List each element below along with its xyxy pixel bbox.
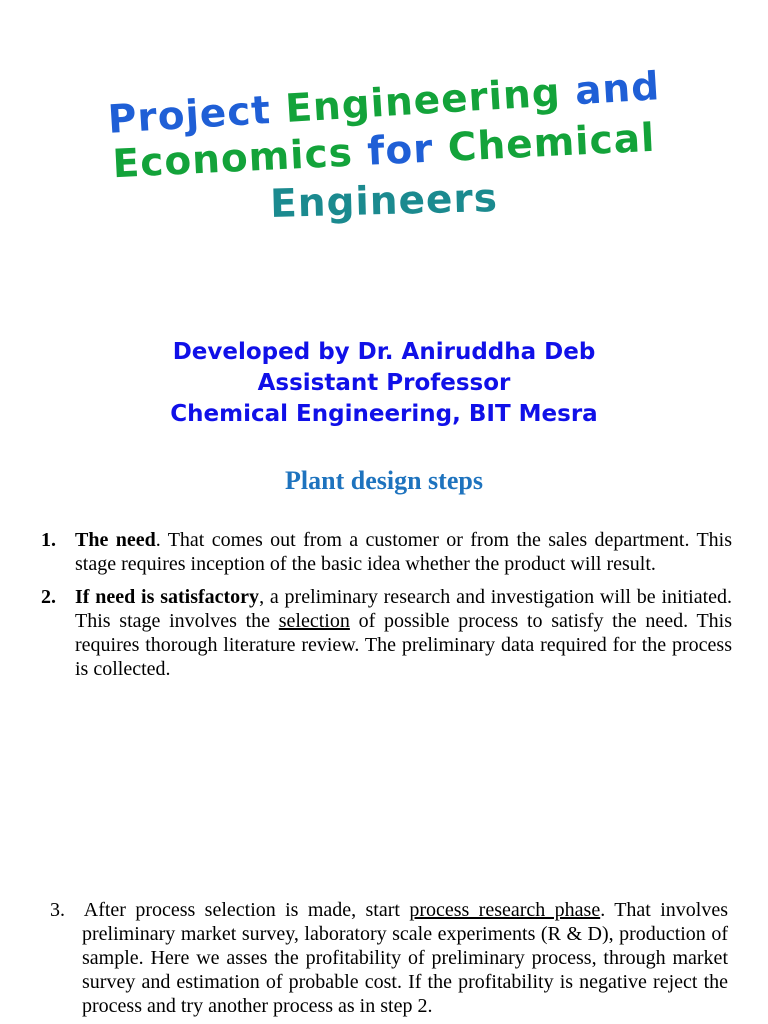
title-word: Chemical: [446, 115, 657, 171]
section-heading: Plant design steps: [285, 466, 483, 495]
author-name: Developed by Dr. Aniruddha Deb: [172, 339, 596, 365]
list-item-bold-lead: If need is satisfactory: [75, 586, 260, 608]
list-item-text: [75, 585, 732, 681]
list-item-text: [50, 898, 728, 1018]
list-item-number: 2.: [41, 586, 56, 608]
list-item: [50, 898, 728, 1018]
list-item: [38, 585, 732, 681]
list-item-body: of possible process to satisfy the need. This requires thorough literature review. The preliminary data required for the process is collected.: [75, 610, 733, 680]
title-word: Project: [106, 87, 273, 143]
document-title: [60, 64, 708, 228]
title-word: Economics: [111, 130, 354, 188]
list-item: [38, 528, 732, 576]
title-word: Engineering: [284, 70, 562, 132]
title-word: for: [366, 126, 435, 175]
title-word: and: [573, 64, 662, 115]
list-item-text: [75, 528, 732, 576]
title-word: Engineers: [269, 176, 499, 227]
author-affiliation: Chemical Engineering, BIT Mesra: [170, 401, 598, 427]
underlined-term: selection: [278, 610, 350, 632]
list-item-number: 1.: [41, 529, 56, 551]
author-position: Assistant Professor: [257, 370, 511, 396]
steps-list-continued: [50, 898, 728, 1018]
author-block: [0, 337, 768, 430]
list-item-body: . That comes out from a customer or from the sales department. This stage requires inception of the basic idea whether the product will result.: [75, 529, 732, 575]
list-item-body: After process selection is made, start: [83, 899, 410, 921]
underlined-term: process research phase: [409, 899, 601, 921]
list-item-bold-lead: The need: [75, 529, 156, 551]
steps-list: [38, 528, 732, 690]
list-item-body: . That involves preliminary market survey, laboratory scale experiments (R & D), production of sample. Here we asses the profitability of preliminary process, through market survey and estimation of probable cost. If the profitability is negative reject the process and try another process as in step 2.: [82, 899, 729, 1017]
list-item-number: 3.: [50, 899, 65, 921]
list-item-body: , a preliminary research and investigation will be initiated. This stage involves the: [75, 586, 733, 632]
